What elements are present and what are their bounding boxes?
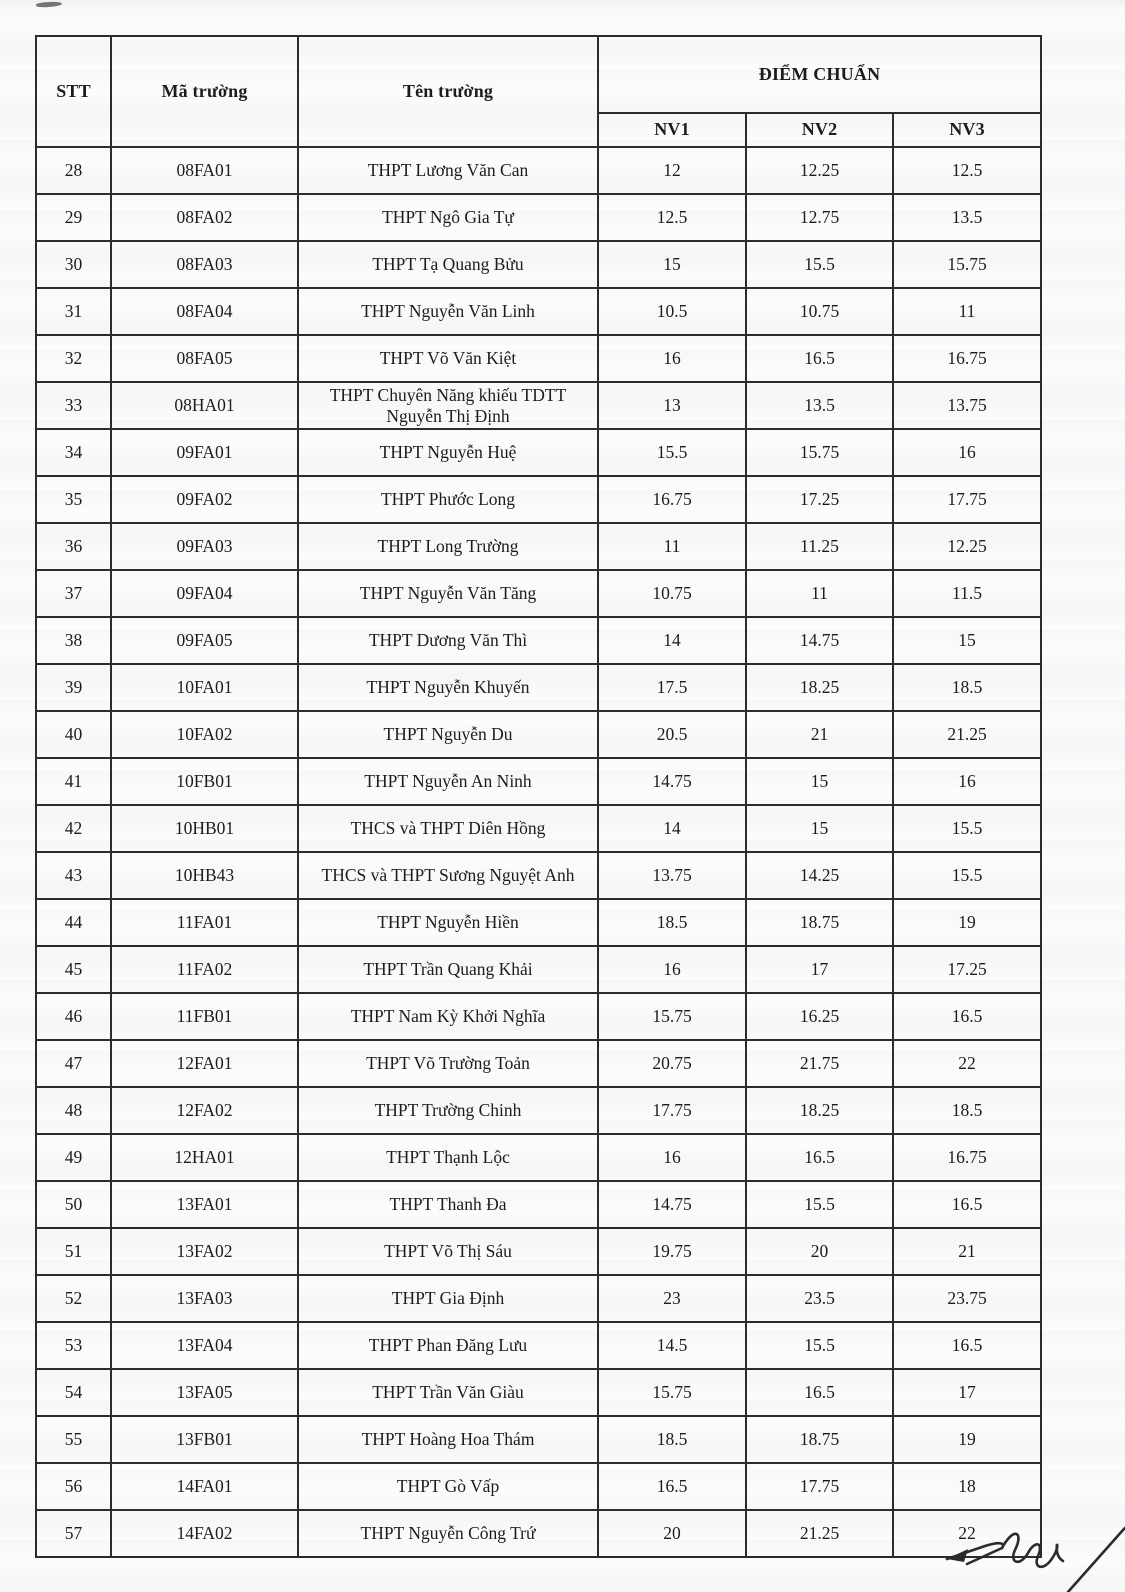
cell-code: 11FA01	[111, 899, 298, 946]
cell-name: THPT Dương Văn Thì	[298, 617, 598, 664]
table-row	[36, 1181, 1041, 1228]
cell-nv2: 15.5	[746, 1181, 893, 1228]
cell-nv1: 17.5	[598, 664, 746, 711]
cell-code: 09FA04	[111, 570, 298, 617]
cell-nv2: 18.25	[746, 1087, 893, 1134]
cell-code: 10HB43	[111, 852, 298, 899]
cell-code: 08HA01	[111, 382, 298, 429]
cell-name: THPT Nguyễn Du	[298, 711, 598, 758]
cell-code: 13FA01	[111, 1181, 298, 1228]
cell-name: THPT Thanh Đa	[298, 1181, 598, 1228]
cell-code: 13FA02	[111, 1228, 298, 1275]
cell-nv2: 11.25	[746, 523, 893, 570]
cell-nv1: 13	[598, 382, 746, 429]
cell-stt: 34	[36, 429, 111, 476]
cell-code: 08FA03	[111, 241, 298, 288]
cell-nv2: 14.25	[746, 852, 893, 899]
cell-stt: 46	[36, 993, 111, 1040]
cell-name: THPT Lương Văn Can	[298, 147, 598, 194]
table-row	[36, 617, 1041, 664]
cell-stt: 32	[36, 335, 111, 382]
table-row	[36, 147, 1041, 194]
column-header-nv2: NV2	[746, 113, 893, 147]
cell-stt: 28	[36, 147, 111, 194]
cell-nv3: 13.5	[893, 194, 1041, 241]
cell-nv2: 10.75	[746, 288, 893, 335]
cell-nv1: 18.5	[598, 899, 746, 946]
cell-name: THPT Gia Định	[298, 1275, 598, 1322]
signature-icon	[890, 1522, 1125, 1592]
cell-stt: 43	[36, 852, 111, 899]
cell-nv1: 14	[598, 805, 746, 852]
table-row	[36, 1322, 1041, 1369]
table-row	[36, 1463, 1041, 1510]
cell-nv2: 16.5	[746, 1134, 893, 1181]
cell-name: THPT Nguyễn Văn Tăng	[298, 570, 598, 617]
table-row	[36, 1275, 1041, 1322]
cell-code: 09FA03	[111, 523, 298, 570]
cell-nv2: 12.25	[746, 147, 893, 194]
cell-name: THCS và THPT Sương Nguyệt Anh	[298, 852, 598, 899]
cell-nv2: 15.5	[746, 1322, 893, 1369]
cell-name: THPT Nguyễn Hiền	[298, 899, 598, 946]
table-row	[36, 805, 1041, 852]
cell-nv3: 17.25	[893, 946, 1041, 993]
cell-nv2: 15.5	[746, 241, 893, 288]
cell-name: THPT Thạnh Lộc	[298, 1134, 598, 1181]
cell-stt: 56	[36, 1463, 111, 1510]
cell-stt: 50	[36, 1181, 111, 1228]
cell-code: 09FA01	[111, 429, 298, 476]
cell-nv2: 20	[746, 1228, 893, 1275]
cell-stt: 36	[36, 523, 111, 570]
score-table	[35, 35, 1042, 1558]
table-row	[36, 523, 1041, 570]
cell-nv3: 16.5	[893, 993, 1041, 1040]
cell-stt: 53	[36, 1322, 111, 1369]
table-row	[36, 335, 1041, 382]
cell-code: 12FA02	[111, 1087, 298, 1134]
table-row	[36, 1416, 1041, 1463]
cell-nv1: 14.75	[598, 1181, 746, 1228]
cell-stt: 51	[36, 1228, 111, 1275]
cell-name: THPT Phước Long	[298, 476, 598, 523]
cell-nv2: 12.75	[746, 194, 893, 241]
cell-name: THPT Trường Chinh	[298, 1087, 598, 1134]
cell-nv1: 19.75	[598, 1228, 746, 1275]
cell-name: THPT Võ Văn Kiệt	[298, 335, 598, 382]
cell-nv2: 16.5	[746, 335, 893, 382]
cell-code: 11FA02	[111, 946, 298, 993]
cell-stt: 57	[36, 1510, 111, 1557]
cell-nv3: 18.5	[893, 664, 1041, 711]
table-body	[36, 147, 1041, 1557]
cell-name: THPT Nguyễn An Ninh	[298, 758, 598, 805]
cell-nv1: 10.5	[598, 288, 746, 335]
cell-code: 09FA05	[111, 617, 298, 664]
cell-nv1: 16	[598, 335, 746, 382]
table-row	[36, 1369, 1041, 1416]
cell-nv3: 15.5	[893, 805, 1041, 852]
cell-nv2: 18.75	[746, 1416, 893, 1463]
cell-stt: 52	[36, 1275, 111, 1322]
cell-code: 08FA05	[111, 335, 298, 382]
cell-name: THPT Nguyễn Huệ	[298, 429, 598, 476]
cell-nv2: 15.75	[746, 429, 893, 476]
cell-code: 13FA03	[111, 1275, 298, 1322]
cell-name: THPT Võ Thị Sáu	[298, 1228, 598, 1275]
cell-nv3: 16	[893, 758, 1041, 805]
column-header-nv3: NV3	[893, 113, 1041, 147]
column-header-name: Tên trường	[298, 36, 598, 147]
cell-nv1: 23	[598, 1275, 746, 1322]
cell-name: THCS và THPT Diên Hồng	[298, 805, 598, 852]
cell-nv2: 21	[746, 711, 893, 758]
cell-nv3: 15.5	[893, 852, 1041, 899]
cell-nv3: 22	[893, 1040, 1041, 1087]
cell-code: 13FA05	[111, 1369, 298, 1416]
cell-nv2: 16.25	[746, 993, 893, 1040]
cell-code: 09FA02	[111, 476, 298, 523]
table-row	[36, 382, 1041, 429]
cell-stt: 55	[36, 1416, 111, 1463]
table-row	[36, 241, 1041, 288]
cell-stt: 54	[36, 1369, 111, 1416]
cell-stt: 42	[36, 805, 111, 852]
column-header-stt: STT	[36, 36, 111, 147]
cell-code: 14FA01	[111, 1463, 298, 1510]
cell-nv2: 11	[746, 570, 893, 617]
cell-nv3: 23.75	[893, 1275, 1041, 1322]
table-row	[36, 429, 1041, 476]
cell-nv2: 13.5	[746, 382, 893, 429]
cell-nv2: 15	[746, 805, 893, 852]
signature-arrowhead	[947, 1549, 968, 1562]
table-row	[36, 1087, 1041, 1134]
cell-nv3: 17.75	[893, 476, 1041, 523]
cell-name: THPT Ngô Gia Tự	[298, 194, 598, 241]
table-row	[36, 711, 1041, 758]
cell-nv3: 21.25	[893, 711, 1041, 758]
cell-stt: 38	[36, 617, 111, 664]
cell-nv1: 12.5	[598, 194, 746, 241]
cell-nv3: 16	[893, 429, 1041, 476]
cell-nv3: 16.75	[893, 1134, 1041, 1181]
cell-name: THPT Gò Vấp	[298, 1463, 598, 1510]
cell-stt: 48	[36, 1087, 111, 1134]
cell-name: THPT Trần Văn Giàu	[298, 1369, 598, 1416]
cell-code: 13FA04	[111, 1322, 298, 1369]
cell-name: THPT Chuyên Năng khiếu TDTT Nguyễn Thị Định	[298, 382, 598, 429]
cell-name: THPT Nguyễn Công Trứ	[298, 1510, 598, 1557]
cell-stt: 37	[36, 570, 111, 617]
cell-nv1: 15.75	[598, 993, 746, 1040]
table-row	[36, 993, 1041, 1040]
cell-nv3: 22	[893, 1510, 1041, 1557]
cell-nv1: 17.75	[598, 1087, 746, 1134]
column-header-code: Mã trường	[111, 36, 298, 147]
cell-name: THPT Trần Quang Khải	[298, 946, 598, 993]
cell-code: 10FB01	[111, 758, 298, 805]
table-row	[36, 852, 1041, 899]
cell-nv2: 17.75	[746, 1463, 893, 1510]
cell-nv3: 19	[893, 1416, 1041, 1463]
cell-nv1: 16	[598, 946, 746, 993]
cell-nv2: 15	[746, 758, 893, 805]
cell-nv1: 15	[598, 241, 746, 288]
cell-stt: 41	[36, 758, 111, 805]
cell-nv1: 11	[598, 523, 746, 570]
cell-stt: 29	[36, 194, 111, 241]
cell-nv3: 15.75	[893, 241, 1041, 288]
cell-stt: 40	[36, 711, 111, 758]
cell-nv1: 10.75	[598, 570, 746, 617]
cell-nv2: 17.25	[746, 476, 893, 523]
cell-nv1: 13.75	[598, 852, 746, 899]
cell-stt: 49	[36, 1134, 111, 1181]
table-row	[36, 194, 1041, 241]
table-row	[36, 758, 1041, 805]
cell-name: THPT Tạ Quang Bửu	[298, 241, 598, 288]
cell-nv1: 14.5	[598, 1322, 746, 1369]
cell-stt: 47	[36, 1040, 111, 1087]
cell-nv1: 16.5	[598, 1463, 746, 1510]
cell-nv2: 21.25	[746, 1510, 893, 1557]
cell-nv1: 20.5	[598, 711, 746, 758]
column-header-group-diem-chuan: ĐIỂM CHUẨN	[598, 36, 1041, 113]
cell-nv3: 13.75	[893, 382, 1041, 429]
cell-stt: 39	[36, 664, 111, 711]
cell-nv2: 21.75	[746, 1040, 893, 1087]
cell-code: 11FB01	[111, 993, 298, 1040]
table-row	[36, 1040, 1041, 1087]
cell-nv3: 11	[893, 288, 1041, 335]
cell-nv3: 18.5	[893, 1087, 1041, 1134]
cell-nv3: 16.5	[893, 1322, 1041, 1369]
cell-nv3: 16.75	[893, 335, 1041, 382]
cell-nv3: 16.5	[893, 1181, 1041, 1228]
table-row	[36, 664, 1041, 711]
cell-nv3: 21	[893, 1228, 1041, 1275]
cell-stt: 31	[36, 288, 111, 335]
cell-name: THPT Võ Trường Toản	[298, 1040, 598, 1087]
cell-code: 10FA01	[111, 664, 298, 711]
cell-nv2: 14.75	[746, 617, 893, 664]
cell-nv3: 15	[893, 617, 1041, 664]
cell-nv1: 15.75	[598, 1369, 746, 1416]
cell-nv1: 12	[598, 147, 746, 194]
cell-nv2: 18.75	[746, 899, 893, 946]
table-row	[36, 899, 1041, 946]
table-row	[36, 946, 1041, 993]
cell-stt: 33	[36, 382, 111, 429]
cell-name: THPT Nam Kỳ Khởi Nghĩa	[298, 993, 598, 1040]
table-row	[36, 570, 1041, 617]
cell-name: THPT Hoàng Hoa Thám	[298, 1416, 598, 1463]
cell-code: 13FB01	[111, 1416, 298, 1463]
cell-nv1: 16.75	[598, 476, 746, 523]
handwritten-signature	[890, 1522, 1125, 1592]
cell-nv1: 14.75	[598, 758, 746, 805]
cell-code: 10FA02	[111, 711, 298, 758]
cell-name: THPT Nguyễn Văn Linh	[298, 288, 598, 335]
cell-nv1: 20.75	[598, 1040, 746, 1087]
cell-stt: 30	[36, 241, 111, 288]
cell-nv1: 18.5	[598, 1416, 746, 1463]
cell-nv2: 16.5	[746, 1369, 893, 1416]
cell-name: THPT Phan Đăng Lưu	[298, 1322, 598, 1369]
cell-nv1: 14	[598, 617, 746, 664]
cell-nv3: 12.25	[893, 523, 1041, 570]
cell-nv1: 15.5	[598, 429, 746, 476]
cell-name: THPT Nguyễn Khuyến	[298, 664, 598, 711]
table-row	[36, 1228, 1041, 1275]
table-row	[36, 288, 1041, 335]
cell-nv2: 17	[746, 946, 893, 993]
cell-nv3: 11.5	[893, 570, 1041, 617]
cell-code: 08FA04	[111, 288, 298, 335]
cell-nv1: 16	[598, 1134, 746, 1181]
cell-nv3: 18	[893, 1463, 1041, 1510]
cell-stt: 44	[36, 899, 111, 946]
cell-stt: 35	[36, 476, 111, 523]
cell-stt: 45	[36, 946, 111, 993]
cell-code: 08FA02	[111, 194, 298, 241]
cell-nv3: 17	[893, 1369, 1041, 1416]
cell-name: THPT Long Trường	[298, 523, 598, 570]
cell-code: 08FA01	[111, 147, 298, 194]
scan-artifact	[36, 1, 62, 8]
cell-nv3: 12.5	[893, 147, 1041, 194]
cell-code: 10HB01	[111, 805, 298, 852]
cell-nv2: 23.5	[746, 1275, 893, 1322]
cell-code: 12HA01	[111, 1134, 298, 1181]
table-header	[36, 36, 1041, 147]
table-row	[36, 1134, 1041, 1181]
column-header-nv1: NV1	[598, 113, 746, 147]
cell-nv2: 18.25	[746, 664, 893, 711]
cell-nv1: 20	[598, 1510, 746, 1557]
cell-code: 14FA02	[111, 1510, 298, 1557]
cell-nv3: 19	[893, 899, 1041, 946]
table-row	[36, 476, 1041, 523]
cell-code: 12FA01	[111, 1040, 298, 1087]
